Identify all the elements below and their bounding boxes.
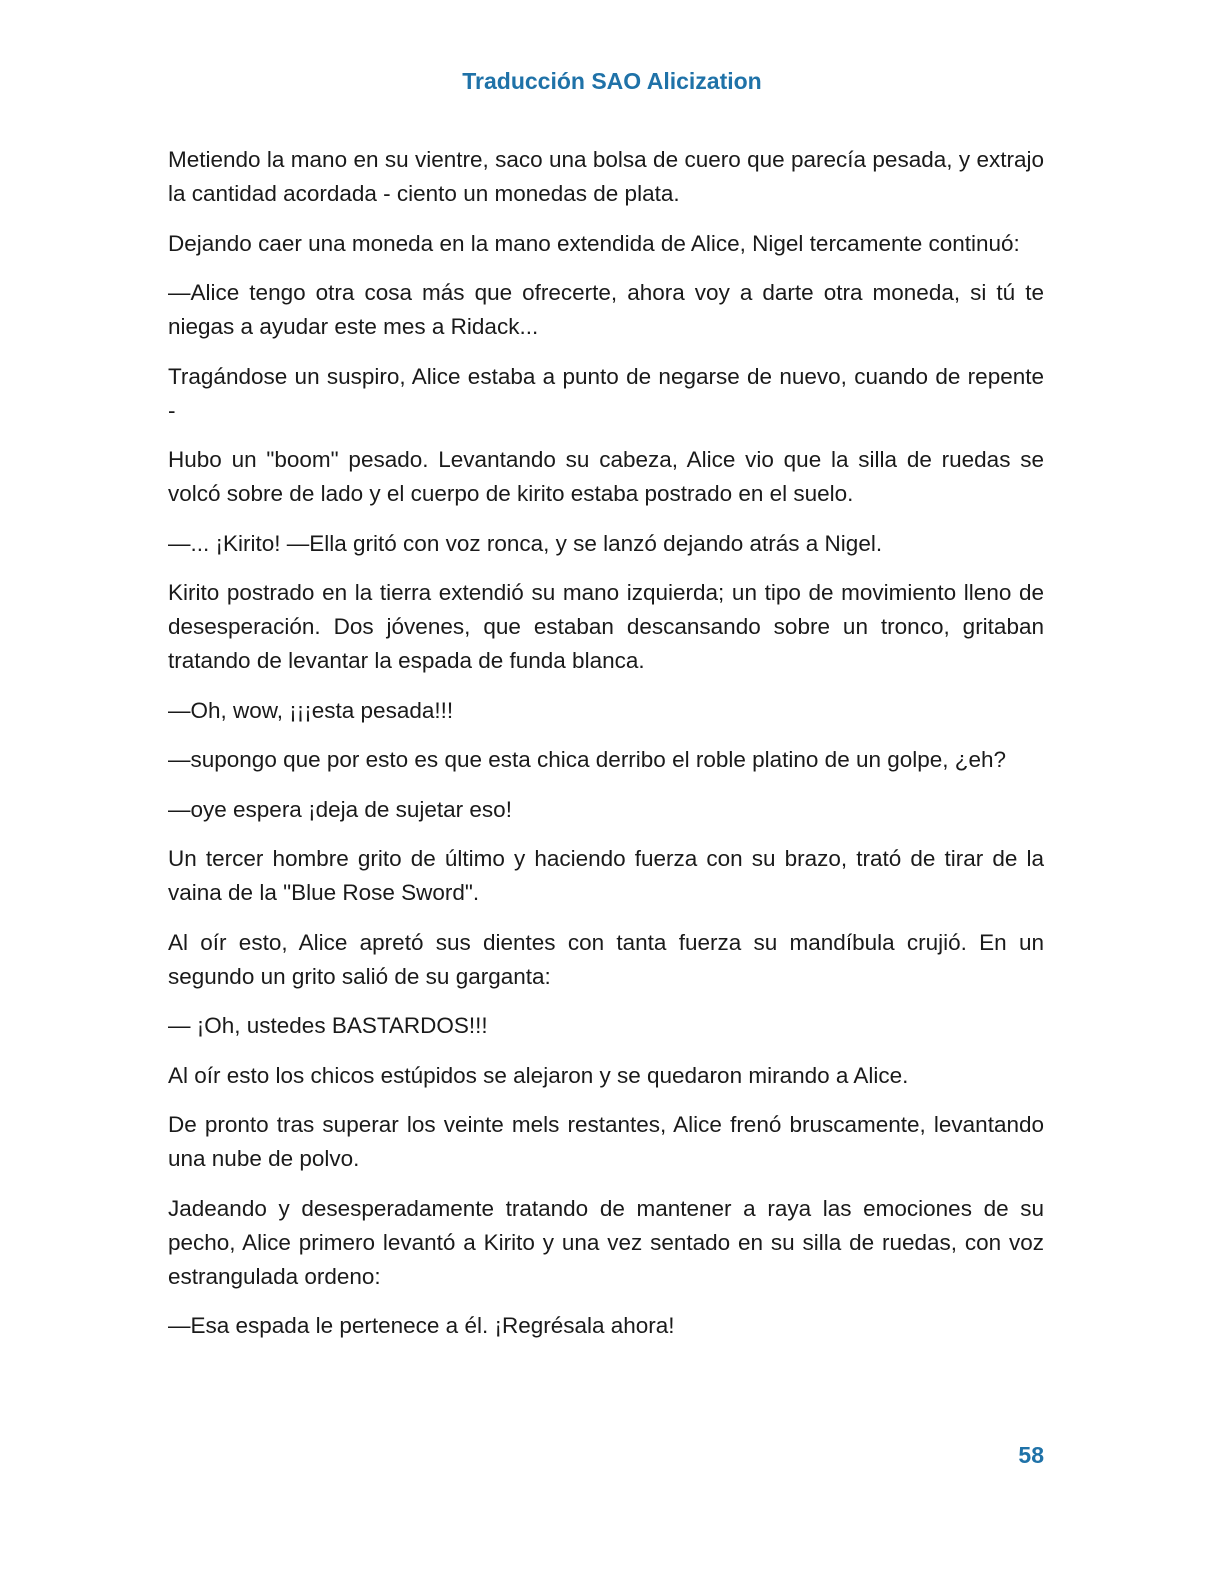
document-body — [168, 143, 1044, 1359]
paragraph: Al oír esto, Alice apretó sus dientes con tanta fuerza su mandíbula crujió. En un segundo un grito salió de su garganta: — [168, 929, 1044, 989]
paragraph: — ¡Oh, ustedes BASTARDOS!!! — [168, 1013, 488, 1038]
paragraph: —supongo que por esto es que esta chica derribo el roble platino de un golpe, ¿eh? — [168, 747, 1007, 772]
paragraph: Metiendo la mano en su vientre, saco una bolsa de cuero que parecía pesada, y extrajo la cantidad acordada - ciento un monedas de plata. — [168, 147, 1044, 206]
paragraph: —oye espera ¡deja de sujetar eso! — [168, 796, 512, 822]
paragraph: Kirito postrado en la tierra extendió su mano izquierda; un tipo de movimiento lleno de desesperación. Dos jóvenes, que estaban descansando sobre un tronco, gritaban tratando de levantar la espada de funda blanca. — [168, 580, 1044, 673]
page-header: Traducción SAO Alicization — [462, 68, 762, 94]
page-number: 58 — [1018, 1442, 1044, 1468]
paragraph: —... ¡Kirito! —Ella gritó con voz ronca, y se lanzó dejando atrás a Nigel. — [168, 530, 883, 556]
paragraph: —Esa espada le pertenece a él. ¡Regrésala ahora! — [168, 1313, 675, 1338]
paragraph: Un tercer hombre grito de último y haciendo fuerza con su brazo, trató de tirar de la vaina de la "Blue Rose Sword". — [168, 846, 1044, 905]
paragraph: Hubo un "boom" pesado. Levantando su cabeza, Alice vio que la silla de ruedas se volcó sobre de lado y el cuerpo de kirito estaba postrado en el suelo. — [168, 447, 1044, 506]
paragraph: Jadeando y desesperadamente tratando de mantener a raya las emociones de su pecho, Alice primero levantó a Kirito y una vez sentado en su silla de ruedas, con voz estrangulada ordeno: — [168, 1195, 1044, 1289]
paragraph: —Alice tengo otra cosa más que ofrecerte, ahora voy a darte otra moneda, si tú te niegas a ayudar este mes a Ridack... — [168, 280, 1044, 339]
paragraph: Al oír esto los chicos estúpidos se alejaron y se quedaron mirando a Alice. — [168, 1062, 909, 1088]
paragraph: De pronto tras superar los veinte mels restantes, Alice frenó bruscamente, levantando una nube de polvo. — [168, 1112, 1044, 1171]
paragraph: Dejando caer una moneda en la mano extendida de Alice, Nigel tercamente continuó: — [168, 230, 1020, 256]
paragraph: Tragándose un suspiro, Alice estaba a punto de negarse de nuevo, cuando de repente - — [168, 363, 1044, 423]
paragraph: —Oh, wow, ¡¡¡esta pesada!!! — [168, 697, 454, 723]
